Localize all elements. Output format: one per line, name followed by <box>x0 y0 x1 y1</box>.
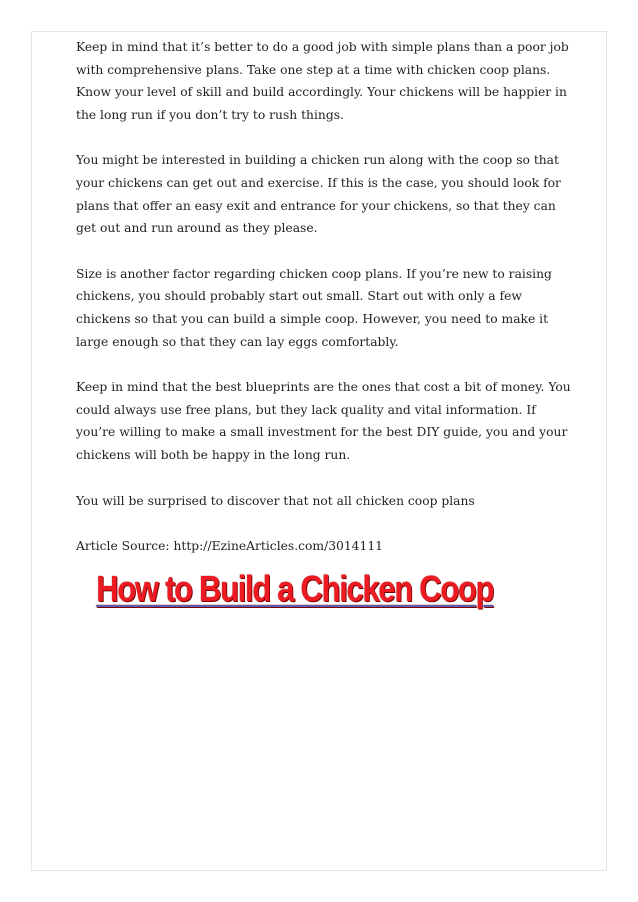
article-paragraph-4: Keep in mind that the best blueprints are the ones that cost a bit of money. You could always use free plans, but they lack quality and vital information. If you’re willing to make a small investment for the best DIY guide, you and your chickens will both be happy in the long run. <box>76 380 571 462</box>
article-paragraph-5: You will be surprised to discover that not all chicken coop plans <box>76 493 475 508</box>
document-page <box>31 31 607 871</box>
article-paragraph-3: Size is another factor regarding chicken coop plans. If you’re new to raising chickens, you should probably start out small. Start out with only a few chickens so that you can build a simple coop. However, you need to make it large enough so that they can lay eggs comfortably. <box>76 266 552 349</box>
article-paragraph-2: You might be interested in building a chicken run along with the coop so that your chickens can get out and exercise. If this is the case, you should look for plans that offer an easy exit and entrance for your chickens, so that they can get out and run around as they please. <box>76 153 561 236</box>
promo-banner <box>64 568 514 610</box>
article-source: Article Source: http://EzineArticles.com/3014111 <box>76 539 383 554</box>
banner-link[interactable]: How to Build a Chicken Coop <box>96 568 494 609</box>
article-body <box>76 36 576 581</box>
article-paragraph-1: Keep in mind that it’s better to do a good job with simple plans than a poor job with comprehensive plans. Take one step at a time with chicken coop plans. Know your level of skill and build accordingly. Your chickens will be happier in the long run if you don’t try to rush things. <box>76 40 569 122</box>
